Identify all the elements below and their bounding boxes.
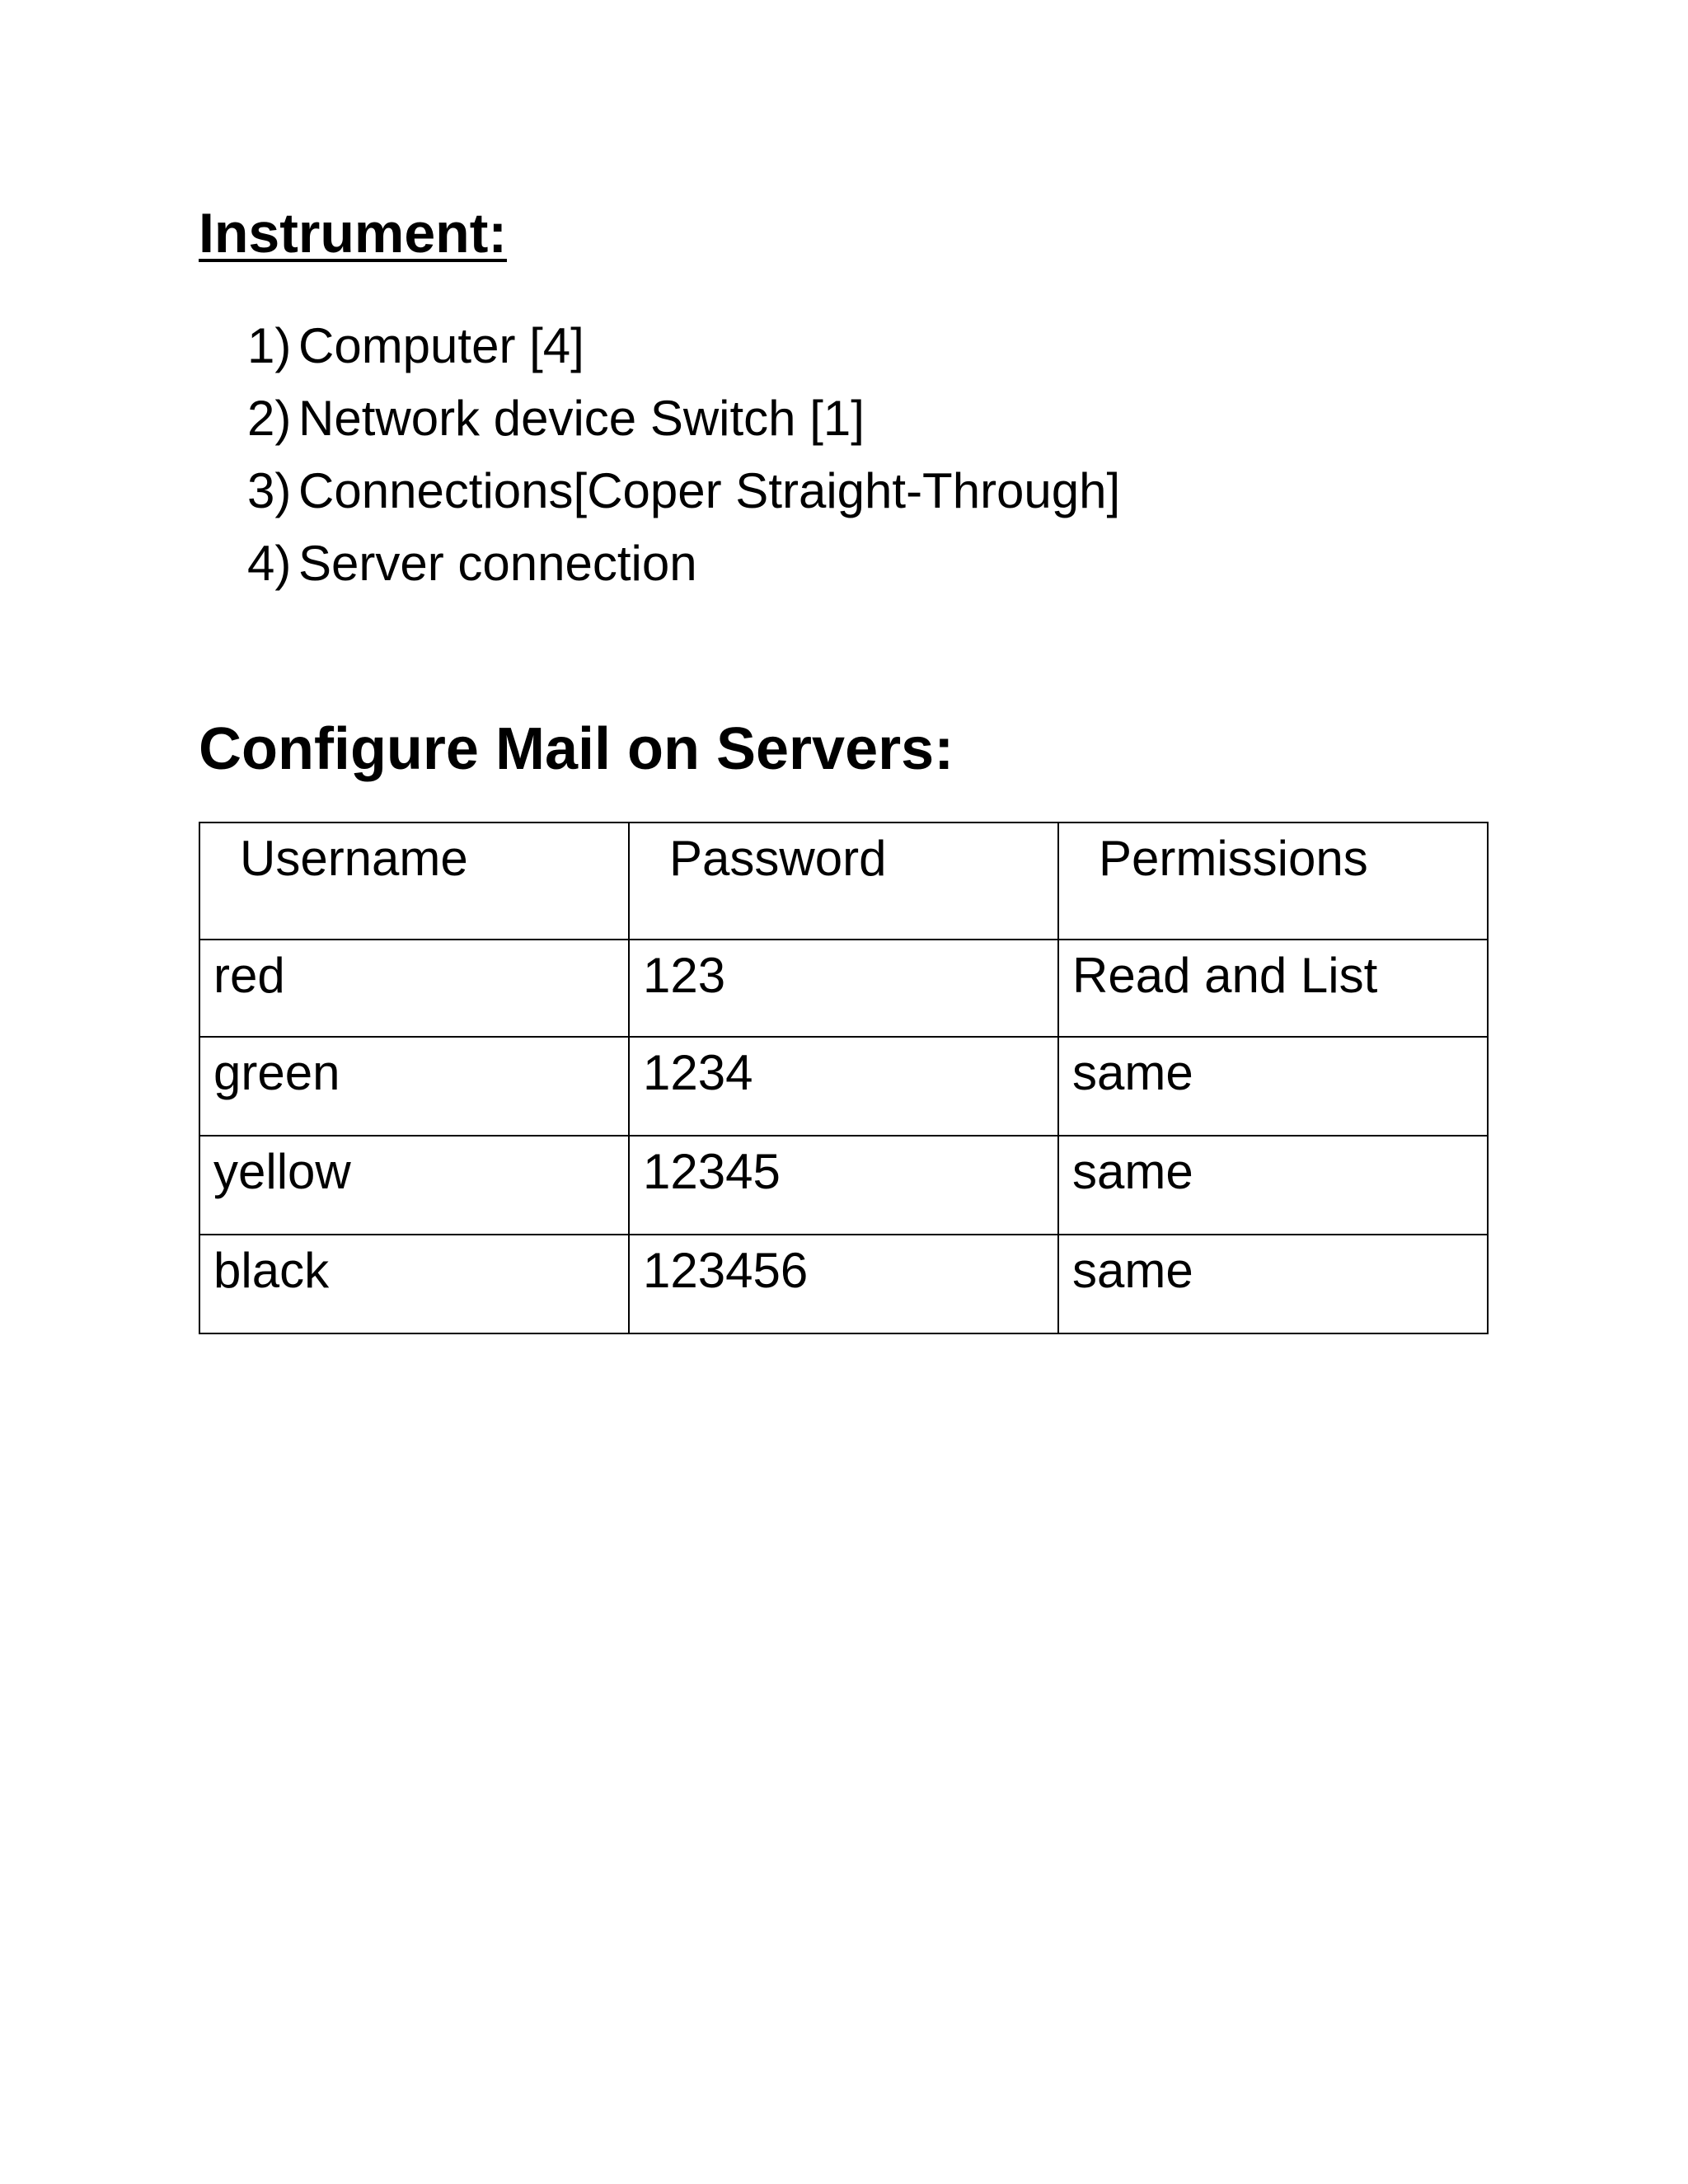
cell-permissions: same	[1058, 1136, 1488, 1235]
column-header-username: Username	[199, 823, 629, 940]
list-item	[247, 382, 1120, 455]
list-item-number: 4)	[247, 536, 292, 591]
cell-password: 123456	[629, 1235, 1058, 1333]
list-item-number: 2)	[247, 391, 292, 446]
mail-users-table	[199, 822, 1489, 1334]
list-item-text: Network device Switch [1]	[298, 391, 865, 446]
table-row	[199, 1235, 1488, 1333]
cell-permissions: same	[1058, 1235, 1488, 1333]
table-row	[199, 1037, 1488, 1136]
list-item	[247, 455, 1120, 527]
cell-username: red	[199, 940, 629, 1037]
list-item-text: Computer [4]	[298, 318, 584, 373]
table-row	[199, 1136, 1488, 1235]
list-item-number: 1)	[247, 318, 292, 373]
cell-password: 123	[629, 940, 1058, 1037]
list-item-text: Server connection	[298, 536, 697, 591]
cell-permissions: same	[1058, 1037, 1488, 1136]
cell-username: green	[199, 1037, 629, 1136]
table-row	[199, 940, 1488, 1037]
list-item-text: Connections[Coper Straight-Through]	[298, 463, 1121, 518]
list-item	[247, 527, 1120, 600]
cell-password: 12345	[629, 1136, 1058, 1235]
cell-username: yellow	[199, 1136, 629, 1235]
list-item-number: 3)	[247, 463, 292, 518]
column-header-password: Password	[629, 823, 1058, 940]
cell-username: black	[199, 1235, 629, 1333]
cell-permissions: Read and List	[1058, 940, 1488, 1037]
column-header-permissions: Permissions	[1058, 823, 1488, 940]
instrument-heading: Instrument:	[199, 202, 507, 265]
instrument-list	[247, 310, 1120, 600]
configure-mail-heading: Configure Mail on Servers:	[199, 716, 954, 782]
table-header-row	[199, 823, 1488, 940]
cell-password: 1234	[629, 1037, 1058, 1136]
list-item	[247, 310, 1120, 382]
